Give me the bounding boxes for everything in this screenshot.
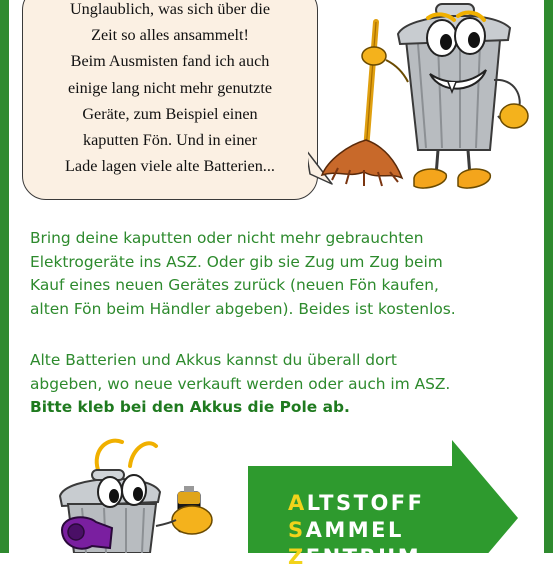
batteries-paragraph bbox=[30, 349, 522, 420]
paragraph-line: abgeben, wo neue verkauft werden oder auch im ASZ. bbox=[30, 374, 451, 393]
paragraph-line: Bring deine kaputten oder nicht mehr gebrauchten bbox=[30, 229, 424, 247]
trash-can-mascot-with-mop-icon bbox=[318, 0, 540, 200]
speech-line: Unglaublich, was sich über die bbox=[69, 0, 271, 18]
speech-line: Zeit so alles ansammelt! bbox=[91, 26, 249, 45]
paragraph-line: alten Fön beim Händler abgeben). Beides ist kostenlos. bbox=[30, 299, 456, 318]
battery-pole-hint: Bitte kleb bei den Akkus die Pole ab. bbox=[30, 398, 350, 417]
speech-text bbox=[34, 0, 306, 179]
asz-line-altstoff: ALTSTOFF bbox=[288, 491, 425, 515]
paragraph-line: Alte Batterien und Akkus kannst du überall dort bbox=[30, 351, 397, 369]
speech-line: Beim Ausmisten fand ich auch bbox=[70, 52, 270, 71]
electronics-paragraph bbox=[30, 227, 522, 321]
speech-line: Geräte, zum Beispiel einen bbox=[82, 104, 258, 123]
asz-line-sammel: SAMMEL bbox=[288, 518, 404, 542]
speech-line: Lade lagen viele alte Batterien... bbox=[65, 157, 275, 176]
asz-sign-text bbox=[288, 490, 425, 571]
paragraph-line: Elektrogeräte ins ASZ. Oder gib sie Zug um Zug beim bbox=[30, 252, 443, 271]
speech-line: kaputten Fön. Und in einer bbox=[83, 131, 257, 150]
trash-can-mascot-with-battery-and-hairdryer-icon bbox=[52, 430, 222, 553]
speech-line: einige lang nicht mehr genutzte bbox=[67, 78, 273, 97]
paragraph-line: Kauf eines neuen Gerätes zurück (neuen Fön kaufen, bbox=[30, 276, 439, 295]
asz-line-zentrum: ZENTRUM bbox=[288, 545, 422, 569]
